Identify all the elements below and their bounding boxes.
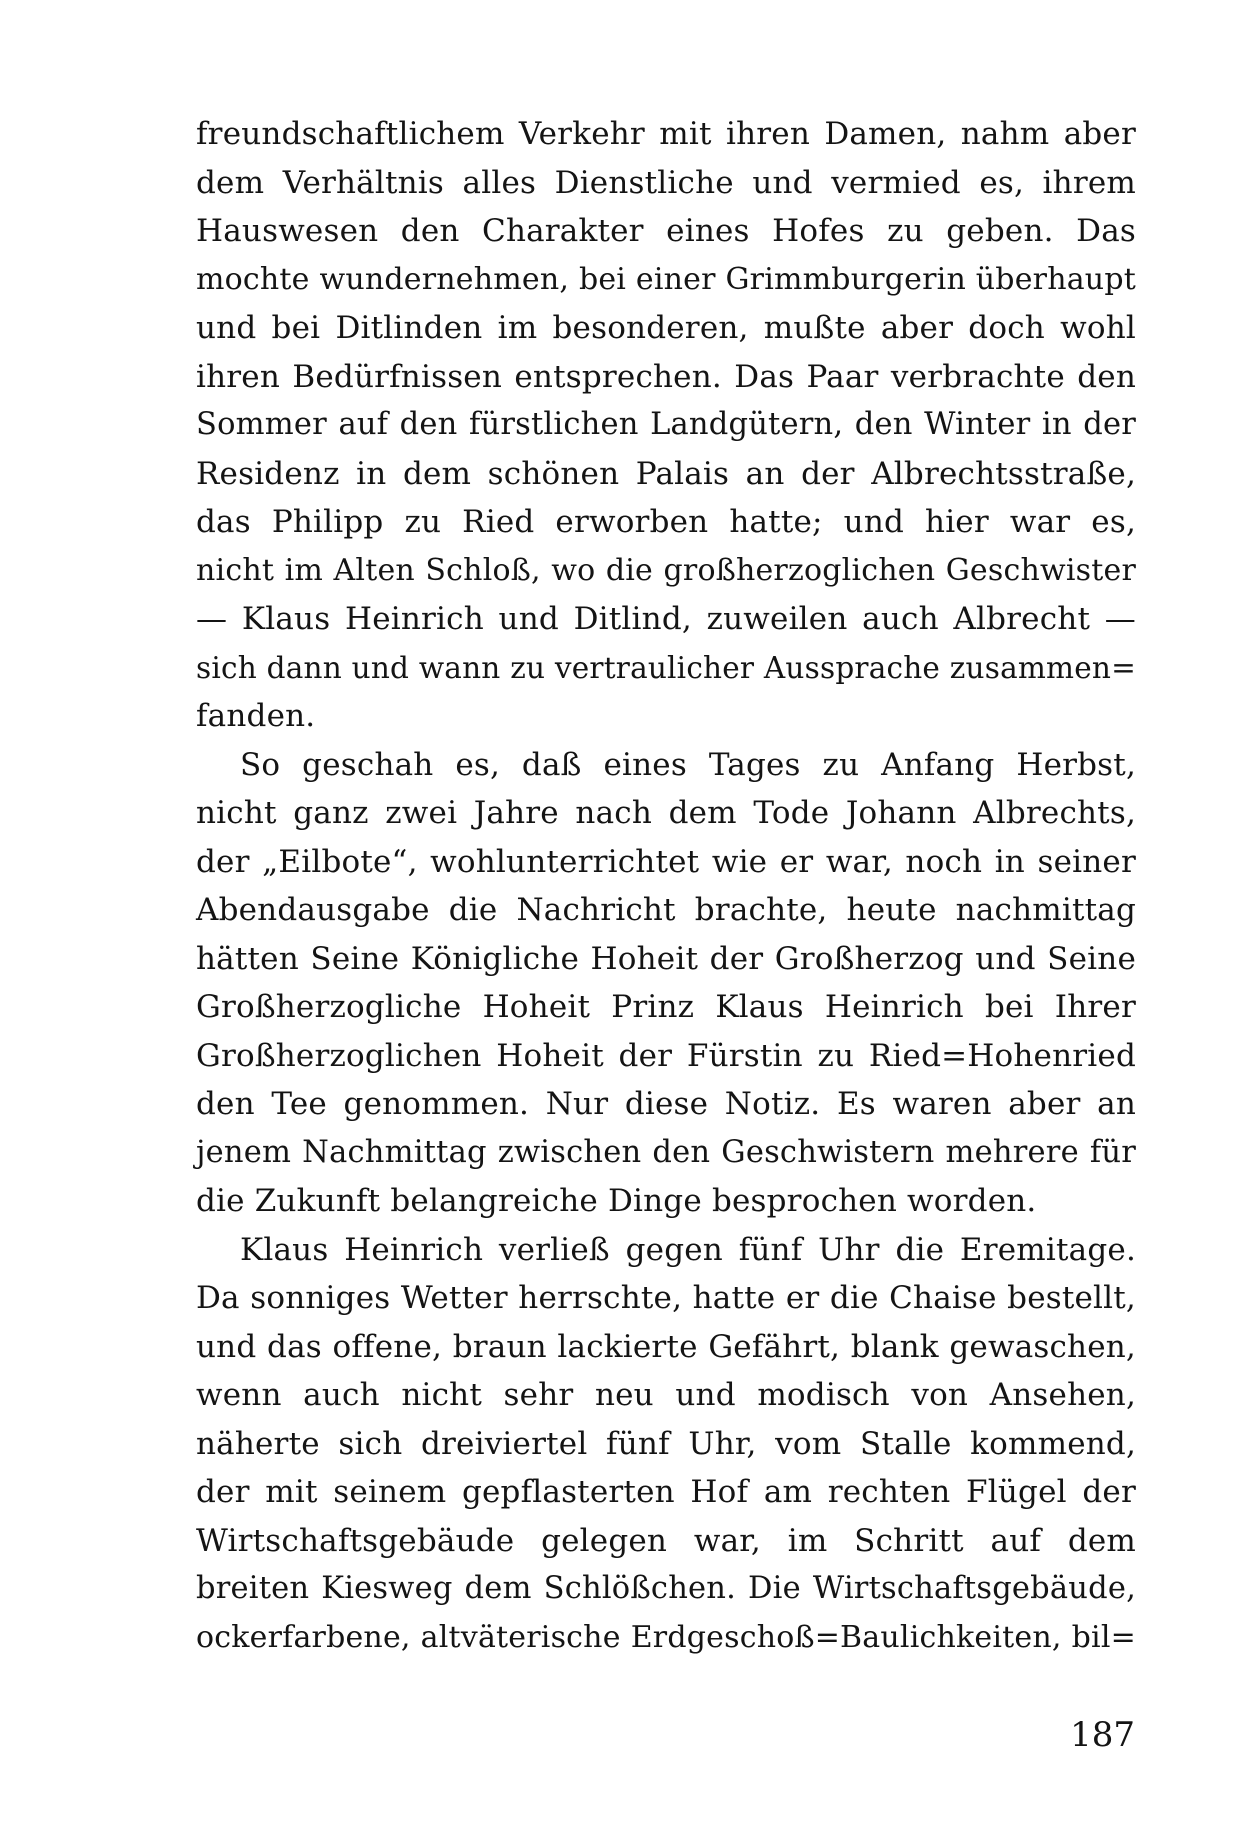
text-line: und das offene, braun lackierte Gefährt, blank gewaschen,: [196, 1328, 1136, 1365]
text-line: Da sonniges Wetter herrschte, hatte er die Chaise bestellt,: [196, 1280, 1136, 1316]
text-line: fanden.: [196, 698, 316, 734]
text-line: und bei Ditlinden im besonderen, mußte aber doch wohl: [196, 310, 1136, 346]
text-line: das Philipp zu Ried erworben hatte; und hier war es,: [196, 504, 1136, 540]
text-line: Abendausgabe die Nachricht brachte, heute nachmittag: [196, 892, 1136, 928]
text-line: dem Verhältnis alles Dienstliche und vermied es, ihrem: [196, 164, 1136, 201]
paragraph-first-line: Klaus Heinrich verließ gegen fünf Uhr die Eremitage.: [240, 1231, 1136, 1268]
text-line: Großherzoglichen Hoheit der Fürstin zu Ried=Hohenried: [196, 1037, 1136, 1074]
text-line: nicht im Alten Schloß, wo die großherzoglichen Geschwister: [196, 552, 1136, 588]
text-line: der mit seinem gepflasterten Hof am rechten Flügel der: [196, 1474, 1136, 1510]
text-line: freundschaftlichem Verkehr mit ihren Damen, nahm aber: [196, 116, 1136, 152]
text-line: näherte sich dreiviertel fünf Uhr, vom Stalle kommend,: [196, 1425, 1136, 1462]
text-line: sich dann und wann zu vertraulicher Aussprache zusammen=: [196, 650, 1136, 685]
text-line: — Klaus Heinrich und Ditlind, zuweilen auch Albrecht —: [196, 601, 1136, 637]
body-text: [196, 110, 1136, 1662]
text-line: den Tee genommen. Nur diese Notiz. Es waren aber an: [196, 1086, 1136, 1122]
text-line: wenn auch nicht sehr neu und modisch von Ansehen,: [196, 1377, 1136, 1413]
text-line: Hauswesen den Charakter eines Hofes zu geben. Das: [196, 213, 1136, 249]
text-line: breiten Kiesweg dem Schlößchen. Die Wirtschaftsgebäude,: [196, 1571, 1136, 1606]
text-line: Residenz in dem schönen Palais an der Albrechtsstraße,: [196, 455, 1136, 492]
paragraph-first-line: So geschah es, daß eines Tages zu Anfang Herbst,: [240, 746, 1136, 783]
text-line: Wirtschaftsgebäude gelegen war, im Schritt auf dem: [196, 1522, 1136, 1559]
text-line: nicht ganz zwei Jahre nach dem Tode Johann Albrechts,: [196, 795, 1136, 831]
text-line: die Zukunft belangreiche Dinge besprochen worden.: [196, 1183, 1037, 1219]
text-line: der „Eilbote“, wohlunterrichtet wie er war, noch in seiner: [196, 843, 1136, 880]
text-line: mochte wundernehmen, bei einer Grimmburgerin überhaupt: [196, 261, 1136, 297]
text-line: ihren Bedürfnissen entsprechen. Das Paar verbrachte den: [196, 358, 1136, 395]
text-line: Großherzogliche Hoheit Prinz Klaus Heinrich bei Ihrer: [196, 989, 1136, 1025]
text-line: ockerfarbene, altväterische Erdgeschoß=Baulichkeiten, bil=: [196, 1619, 1136, 1655]
text-line: jenem Nachmittag zwischen den Geschwistern mehrere für: [196, 1134, 1136, 1170]
page-number: 187: [1070, 1715, 1135, 1755]
text-line: hätten Seine Königliche Hoheit der Großherzog und Seine: [196, 940, 1136, 977]
text-line: Sommer auf den fürstlichen Landgütern, den Winter in der: [196, 407, 1136, 442]
